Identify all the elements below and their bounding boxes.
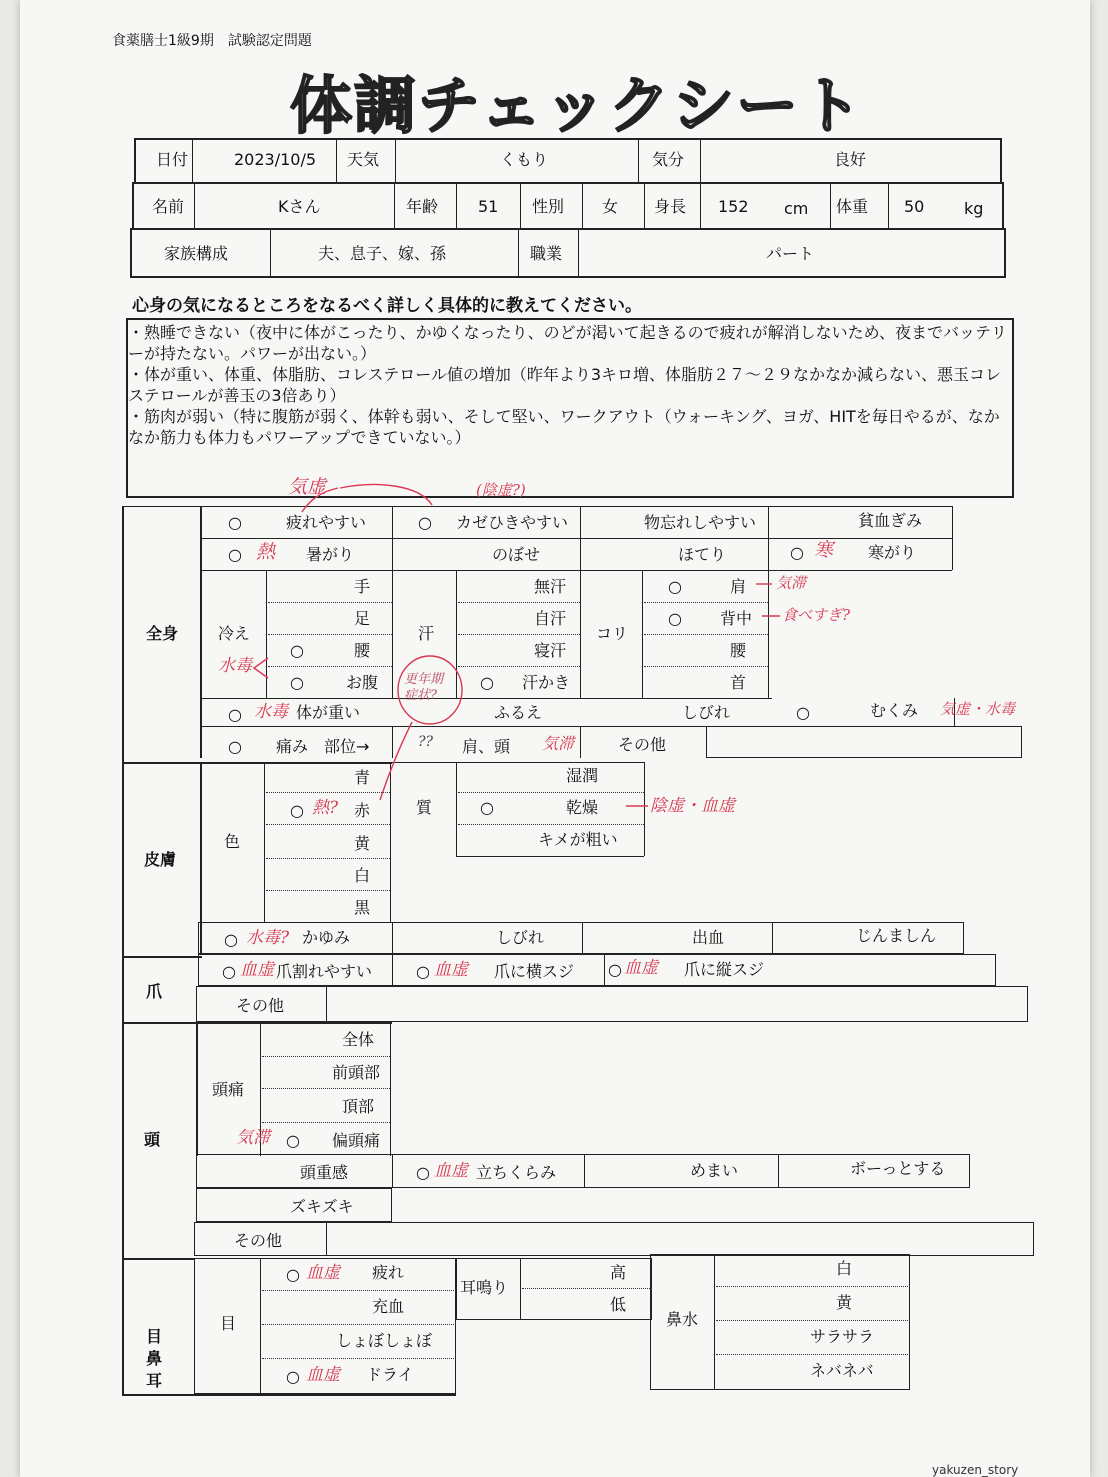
page-title: 体調チェックシート	[290, 69, 865, 142]
mark: ○	[228, 545, 242, 564]
name-value: Kさん	[278, 197, 321, 216]
hie-label: 冷え	[218, 624, 251, 643]
hie-belly: お腹	[346, 673, 379, 692]
hie-hand: 手	[354, 577, 371, 596]
symptom-forgetful: 物忘れしやすい	[644, 513, 757, 532]
kori-waist: 腰	[730, 641, 747, 660]
nail-brittle: 爪割れやすい	[276, 962, 373, 981]
kori-back: 背中	[720, 609, 753, 628]
pain-site-value: 肩、頭	[462, 737, 511, 756]
mark: ○	[796, 703, 810, 722]
height-label: 身長	[654, 197, 687, 216]
section-hifu: 皮膚	[144, 850, 177, 869]
mark: ○	[290, 673, 304, 692]
eye-label: 目	[220, 1314, 237, 1333]
mark: ○	[290, 801, 304, 820]
note-suidoku-hie: 水毒	[218, 656, 252, 676]
weight-unit: kg	[964, 199, 984, 218]
symptom-hot-flush: のぼせ	[492, 545, 541, 564]
mark: ○	[480, 673, 494, 692]
symptom-numbness: しびれ	[682, 703, 731, 722]
symptom-heavy-body: 体が重い	[296, 703, 361, 722]
texture-coarse: キメが粗い	[538, 830, 618, 849]
headache-label: 頭痛	[212, 1080, 245, 1099]
kori-neck: 首	[730, 673, 747, 692]
texture-dry: 乾燥	[566, 798, 599, 817]
age-label: 年齢	[406, 197, 439, 216]
pain-site-label: 痛み 部位→	[276, 737, 370, 756]
family-label: 家族構成	[164, 244, 229, 263]
nose-yellow: 黄	[836, 1293, 853, 1312]
mark: ○	[608, 960, 622, 979]
family-value: 夫、息子、嫁、孫	[318, 244, 447, 263]
symptom-anemia: 貧血ぎみ	[858, 511, 923, 530]
nose-runny: サラサラ	[810, 1327, 875, 1346]
ase-label: 汗	[418, 624, 435, 643]
eye-bloodshot: 充血	[372, 1297, 405, 1316]
note-kounenki: 更年期症状?	[404, 672, 444, 703]
ear-label: 耳鳴り	[460, 1278, 509, 1297]
note-kitai: 気滞	[776, 574, 807, 592]
mark: ○	[668, 609, 682, 628]
sex-label: 性別	[532, 197, 565, 216]
ase-night: 寝汗	[534, 641, 567, 660]
note-kitai-headache: 気滞	[236, 1128, 270, 1148]
note-inkyo-kekkyo: 陰虚・血虚	[650, 796, 735, 816]
netsu-link	[380, 722, 412, 800]
mark: ○	[228, 705, 242, 724]
ase-none: 無汗	[534, 577, 567, 596]
weight-label: 体重	[836, 197, 869, 216]
ear-low: 低	[610, 1295, 627, 1314]
mark: ○	[286, 1367, 300, 1386]
suidoku-bracket	[254, 658, 268, 678]
eye-bleary: しょぼしょぼ	[336, 1331, 433, 1350]
mark: ○	[228, 737, 242, 756]
mark: ○	[290, 641, 304, 660]
date-label: 日付	[156, 150, 189, 169]
note-kekkyo-eye2: 血虚	[306, 1365, 340, 1385]
symptom-throbbing: ズキズキ	[290, 1197, 354, 1216]
nose-label: 鼻水	[666, 1310, 699, 1329]
nose-white: 白	[836, 1259, 853, 1278]
note-kekkyo-dizzy: 血虚	[434, 1161, 468, 1181]
note-kekkyo-nail1: 血虚	[240, 960, 274, 980]
section-tsume: 爪	[146, 982, 163, 1001]
note-suidoku-body: 水毒	[254, 702, 288, 722]
texture-label: 質	[416, 798, 433, 817]
mark: ○	[790, 543, 804, 562]
color-black: 黒	[354, 898, 371, 917]
color-blue: 青	[354, 768, 371, 787]
color-label: 色	[224, 832, 241, 851]
ase-heavy: 汗かき	[522, 673, 571, 692]
nail-horizontal-lines: 爪に横スジ	[494, 962, 575, 981]
ase-spontaneous: 自汗	[534, 609, 567, 628]
concerns-heading: 心身の気になるところをなるべく詳しく具体的に教えてください。	[132, 296, 642, 316]
mark: ○	[286, 1131, 300, 1150]
symptom-flushing: ほてり	[678, 545, 727, 564]
note-kikyo: 気虚	[288, 476, 327, 498]
color-white: 白	[354, 866, 371, 885]
mark: ○	[228, 513, 242, 532]
sex-value: 女	[602, 197, 619, 216]
headache-migraine: 偏頭痛	[332, 1131, 381, 1150]
note-netsu-question: 熱?	[312, 798, 339, 818]
symptom-itch: かゆみ	[302, 928, 351, 947]
section-mehanamimi: 目鼻耳	[146, 1327, 163, 1390]
symptom-cold-sensitive: 寒がり	[868, 543, 917, 562]
mood-value: 良好	[834, 150, 867, 169]
check-sheet	[20, 0, 1090, 1477]
section-zenshin: 全身	[146, 624, 179, 643]
headache-front: 前頭部	[332, 1063, 381, 1082]
kikyo-link	[340, 485, 432, 505]
symptom-hives: じんましん	[856, 926, 937, 945]
note-kan: 寒	[814, 539, 834, 561]
exam-label: 食薬膳士1級9期 試験認定問題	[112, 33, 312, 49]
mark: ○	[222, 962, 236, 981]
symptom-catch-cold: カゼひきやすい	[456, 513, 569, 532]
mark: ○	[480, 798, 494, 817]
kori-shoulder: 肩	[730, 577, 747, 596]
mark: ○	[668, 577, 682, 596]
note-kitai-pain: 気滞	[542, 734, 575, 753]
kori-label: コリ	[596, 624, 629, 643]
symptom-tired: 疲れやすい	[286, 513, 367, 532]
note-suidoku-question: 水毒?	[246, 928, 290, 948]
note-kekkyo-eye1: 血虚	[306, 1263, 340, 1283]
symptom-heavy-head: 頭重感	[300, 1163, 349, 1182]
weather-value: くもり	[500, 150, 549, 169]
age-value: 51	[478, 197, 499, 216]
height-unit: cm	[784, 199, 809, 218]
concern-line: ・熟睡できない（夜中に体がこったり、かゆくなったり、のどが渇いて起きるので疲れが解消しないため、夜までバッテリーが持たない。パワーが出ない。）	[128, 323, 1008, 363]
mark: ○	[418, 513, 432, 532]
section-atama: 頭	[144, 1130, 161, 1149]
weather-label: 天気	[347, 150, 380, 169]
mark: ○	[286, 1265, 300, 1284]
color-yellow: 黄	[354, 834, 371, 853]
concern-line: ・筋肉が弱い（特に腹筋が弱く、体幹も弱い、そして堅い、ワークアウト（ウォーキング、ヨガ、HITを毎日やるが、なかなか筋力も体力もパワーアップできていない。）	[128, 407, 1000, 447]
texture-moist: 湿潤	[566, 766, 599, 785]
note-kekkyo-nail2: 血虚	[434, 960, 468, 980]
ear-high: 高	[610, 1263, 627, 1282]
note-qq: ??	[418, 734, 434, 750]
symptom-dizzy-standing: 立ちくらみ	[476, 1163, 557, 1182]
note-netsu: 熱	[256, 541, 276, 563]
symptom-tremor: ふるえ	[494, 703, 543, 722]
eye-tired: 疲れ	[372, 1263, 405, 1282]
symptom-heat-sensitive: 暑がり	[306, 545, 355, 564]
note-inkyo-question: (陰虚?)	[476, 481, 526, 499]
symptom-vertigo: めまい	[690, 1161, 739, 1180]
note-kekkyo-nail3: 血虚	[624, 958, 658, 978]
eye-dry: ドライ	[366, 1365, 414, 1384]
nose-sticky: ネバネバ	[810, 1361, 874, 1380]
job-label: 職業	[530, 244, 563, 263]
symptom-skin-numbness: しびれ	[496, 928, 545, 947]
hie-waist: 腰	[354, 641, 371, 660]
mood-label: 気分	[652, 150, 685, 169]
date-value: 2023/10/5	[234, 150, 317, 169]
mark: ○	[416, 1163, 430, 1182]
symptom-swelling: むくみ	[870, 701, 919, 720]
nail-vertical-lines: 爪に縦スジ	[684, 960, 765, 979]
other-label: その他	[618, 735, 667, 754]
headache-whole: 全体	[342, 1030, 375, 1049]
concern-line: ・体が重い、体重、体脂肪、コレステロール値の増加（昨年より3キロ増、体脂肪２７～２９なかなか減らない、悪玉コレステロールが善玉の3倍あり）	[128, 365, 1002, 405]
weight-value: 50	[904, 197, 925, 216]
mark: ○	[416, 962, 430, 981]
tsume-other-label: その他	[236, 996, 285, 1015]
name-label: 名前	[152, 197, 185, 216]
height-value: 152	[718, 197, 749, 216]
note-kikyo-suidoku: 気虚・水毒	[940, 700, 1016, 718]
color-red: 赤	[354, 801, 371, 820]
note-tabesugi: 食べすぎ?	[782, 606, 851, 624]
symptom-foggy: ボーっとする	[850, 1159, 946, 1178]
watermark: yakuzen_story	[932, 1463, 1019, 1477]
job-value: パート	[766, 244, 815, 263]
headache-top: 頂部	[342, 1097, 375, 1116]
symptom-bleeding: 出血	[692, 928, 725, 947]
mark: ○	[224, 930, 238, 949]
hie-foot: 足	[354, 609, 371, 628]
atama-other-label: その他	[234, 1231, 283, 1250]
